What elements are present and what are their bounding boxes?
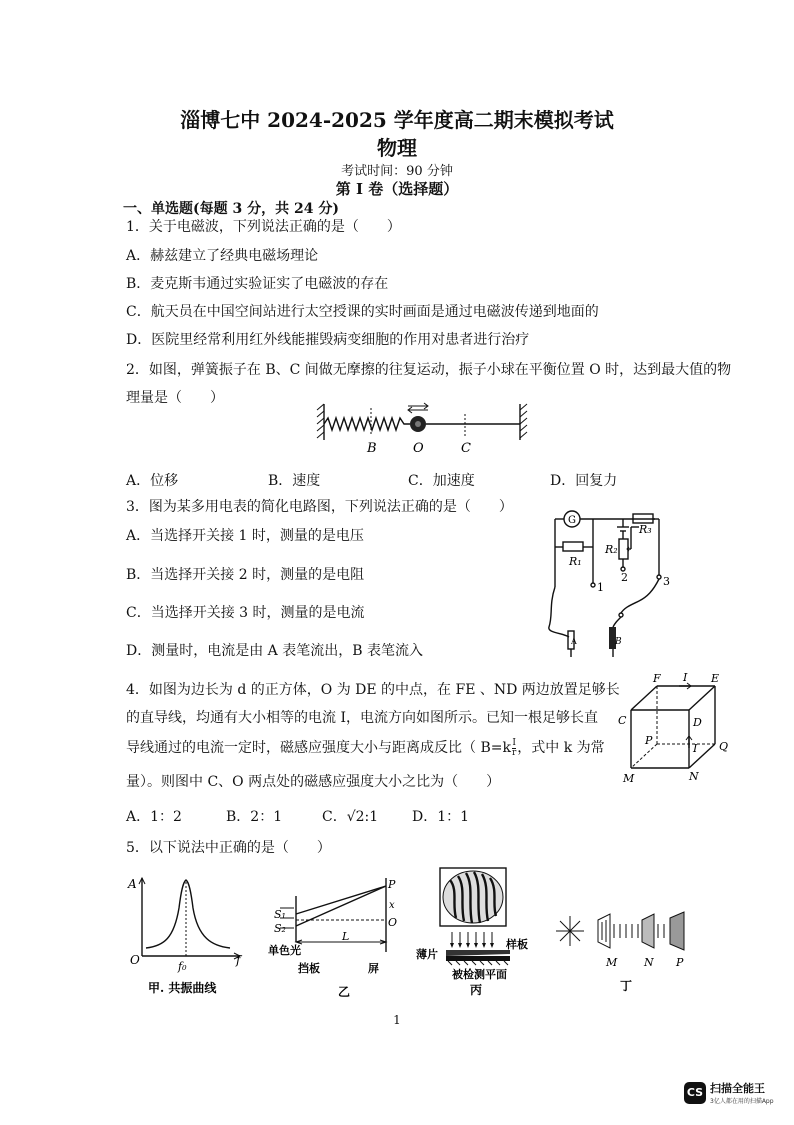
q1-option-b: B．麦克斯韦通过实验证实了电磁波的存在 xyxy=(126,276,389,292)
current-side-label: I xyxy=(693,742,698,755)
port-2-label: 2 xyxy=(621,571,628,584)
q4-option-b: B．2：1 xyxy=(226,809,283,825)
scanner-watermark xyxy=(684,1080,774,1105)
q1-option-d: D．医院里经常利用红外线能摧毁病变细胞的作用对患者进行治疗 xyxy=(126,332,530,348)
vertex-n: N xyxy=(689,770,699,783)
polarizer-n-label: N xyxy=(644,956,654,969)
scanner-app-name: 扫描全能王 xyxy=(710,1082,765,1095)
q2-stem-line2: 理量是（ ） xyxy=(126,390,224,406)
q1-stem: 1．关于电磁波，下列说法正确的是（ ） xyxy=(126,219,401,235)
spring-oscillator-figure xyxy=(316,396,536,458)
volume-title: 第 I 卷（选择题） xyxy=(335,180,459,198)
q3-option-d: D．测量时，电流是由 A 表笔流出，B 表笔流入 xyxy=(126,643,423,659)
caption-bing: 丙 xyxy=(470,983,483,997)
port-3-label: 3 xyxy=(663,575,670,588)
q4-line4: 量）。则图中 C、O 两点处的磁感应强度大小之比为（ ） xyxy=(126,774,501,790)
page-number: 1 xyxy=(393,1013,401,1027)
vertex-p: P xyxy=(645,734,653,747)
polarization-figure xyxy=(548,900,698,1000)
vertex-c: C xyxy=(618,714,627,727)
caption-jia: 甲. 共振曲线 xyxy=(148,981,217,995)
probe-b-label: B xyxy=(615,637,622,647)
q2-option-d: D．回复力 xyxy=(550,473,618,489)
cube-figure xyxy=(615,668,735,788)
sample-plate-label: 样板 xyxy=(506,938,528,951)
q4-line3 xyxy=(126,738,605,758)
tested-surface-label: 被检测平面 xyxy=(452,968,507,981)
q2-option-b: B．速度 xyxy=(268,473,321,489)
x-label: x xyxy=(389,900,395,911)
r2-label: R₂ xyxy=(605,543,618,556)
polarizer-m-label: M xyxy=(606,956,618,969)
current-top-label: I xyxy=(683,671,688,684)
resonance-curve-figure xyxy=(124,868,254,998)
q4-option-a: A．1：2 xyxy=(126,809,182,825)
double-slit-figure xyxy=(266,872,406,1002)
s1-label: S₁ xyxy=(274,908,286,921)
caption-yi: 乙 xyxy=(338,985,351,999)
q2-option-a: A．位移 xyxy=(126,473,179,489)
q1-option-c: C．航天员在中国空间站进行太空授课的实时画面是通过电磁波传递到地面的 xyxy=(126,304,599,320)
fraction-numerator: I xyxy=(512,737,516,748)
scanner-app-sub: 3亿人都在用的扫描App xyxy=(710,1098,774,1105)
r3-label: R₃ xyxy=(639,523,652,536)
screen-label: 屏 xyxy=(368,962,379,975)
caption-ding: 丁 xyxy=(620,979,633,993)
baffle-label: 挡板 xyxy=(298,962,320,975)
screen-p-label: P xyxy=(676,956,684,969)
q3-option-c: C．当选择开关接 3 时，测量的是电流 xyxy=(126,605,365,621)
q4-option-c: C．√2:1 xyxy=(322,809,379,825)
q4-line3-a: 导线通过的电流一定时，磁感应强度大小与距离成反比（ B=k xyxy=(126,740,511,756)
point-o-label: O xyxy=(388,916,398,929)
f0-label: f₀ xyxy=(178,960,187,973)
section-title: 一、单选题(每题 3 分，共 24 分) xyxy=(123,201,339,217)
q3-option-a: A．当选择开关接 1 时，测量的是电压 xyxy=(126,528,364,544)
label-b: B xyxy=(367,441,377,456)
s2-label: S₂ xyxy=(274,922,286,935)
subject-title: 物理 xyxy=(377,136,417,160)
q4-line3-b: ，式中 k 为常 xyxy=(517,740,605,756)
q4-option-d: D．1：1 xyxy=(412,809,470,825)
multimeter-circuit-figure xyxy=(535,505,685,660)
q3-option-b: B．当选择开关接 2 时，测量的是电阻 xyxy=(126,567,365,583)
label-c: C xyxy=(461,441,471,456)
exam-title: 淄博七中 2024-2025 学年度高二期末模拟考试 xyxy=(180,108,614,132)
origin-label: O xyxy=(130,953,140,967)
thin-sheet-label: 薄片 xyxy=(416,948,438,961)
vertex-e: E xyxy=(711,672,720,685)
galvanometer-label: G xyxy=(568,515,576,526)
vertex-m: M xyxy=(623,772,635,785)
label-o: O xyxy=(413,441,424,456)
axis-a-label: A xyxy=(128,877,137,891)
q2-option-c: C．加速度 xyxy=(408,473,475,489)
fraction-i-over-r xyxy=(512,739,516,758)
port-1-label: 1 xyxy=(597,581,604,594)
r1-label: R₁ xyxy=(569,555,582,568)
probe-a-label: A xyxy=(571,637,577,646)
point-p-label: P xyxy=(388,878,396,891)
distance-l-label: L xyxy=(342,930,350,943)
exam-time: 考试时间：90 分钟 xyxy=(341,164,453,179)
scanner-text xyxy=(710,1080,774,1105)
vertex-q: Q xyxy=(719,740,729,753)
q5-stem: 5．以下说法中正确的是（ ） xyxy=(126,840,331,856)
vertex-f: F xyxy=(653,672,661,685)
q4-line1: 4．如图为边长为 d 的正方体，O 为 DE 的中点，在 FE 、ND 两边放置足够长 xyxy=(126,682,620,698)
q3-stem: 3．图为某多用电表的简化电路图，下列说法正确的是（ ） xyxy=(126,499,513,515)
q2-stem-line1: 2．如图，弹簧振子在 B、C 间做无摩擦的往复运动，振子小球在平衡位置 O 时，达到最大值的物 xyxy=(126,362,732,378)
vertex-d: D xyxy=(693,716,702,729)
scanner-logo-icon: CS xyxy=(684,1082,706,1104)
fraction-denominator: r xyxy=(511,747,517,758)
q4-line2: 的直导线，均通有大小相等的电流 I，电流方向如图所示。已知一根足够长直 xyxy=(126,710,598,726)
q1-option-a: A．赫兹建立了经典电磁场理论 xyxy=(126,248,319,264)
monochrome-light-label: 单色光 xyxy=(268,944,301,957)
thin-film-interference-figure xyxy=(412,866,536,998)
axis-f-label: f xyxy=(236,953,241,967)
